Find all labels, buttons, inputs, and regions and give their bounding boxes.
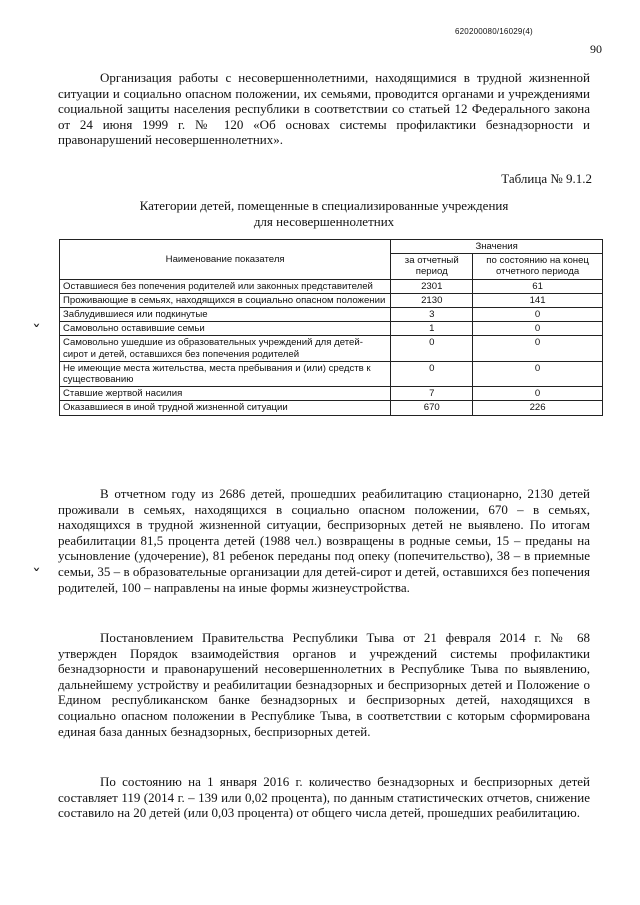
table-row xyxy=(60,322,603,336)
row-end-value: 61 xyxy=(473,279,603,293)
table-row xyxy=(60,387,603,401)
row-period-value: 7 xyxy=(391,387,473,401)
row-end-value: 0 xyxy=(473,387,603,401)
header-reporting-period: за отчетный период xyxy=(391,254,473,279)
row-period-value: 2301 xyxy=(391,279,473,293)
table-row xyxy=(60,336,603,361)
row-name: Не имеющие места жительства, места пребывания и (или) средств к существованию xyxy=(60,361,391,386)
table-row xyxy=(60,401,603,415)
paragraph-rehabilitation: В отчетном году из 2686 детей, прошедших реабилитацию стационарно, 2130 детей проживали в семьях, находящихся в социально опасном положении, 670 – в семьях, находящихся в трудной жизненной ситуации, беспризорных детей не выявлено. По итогам реабилитации 81,5 процента детей (1988 чел.) возвращены в родные семьи, 15 – преданы на усыновление (удочерение), 81 ребенок переданы под опеку (попечительство), 38 – в приемные семьи, 35 – в образовательные организации для детей-сирот и детей, оставшихся без попечения родителей, 100 – направлены на иные формы жизнеустройства. xyxy=(58,486,590,595)
row-name: Заблудившиеся или подкинутые xyxy=(60,308,391,322)
table-row xyxy=(60,279,603,293)
table-row xyxy=(60,293,603,307)
row-period-value: 0 xyxy=(391,336,473,361)
paragraph-resolution: Постановлением Правительства Республики Тыва от 21 февраля 2014 г. № 68 утвержден Порядок взаимодействия органов и учреждений системы профилактики безнадзорности и правонарушений несовершеннолетних в Республике Тыва по выявлению, дальнейшему устройству и реабилитации безнадзорных и беспризорных детей и Положение о Едином республиканском банке безнадзорных и беспризорных детей, находящихся в социально опасном положении в Республике Тыва, в соответствии с которым сформирована единая база данных безнадзорных, беспризорных детей. xyxy=(58,630,590,739)
table-caption: Таблица № 9.1.2 xyxy=(501,171,592,186)
table-title xyxy=(58,198,590,229)
table-title-line2: для несовершеннолетних xyxy=(253,213,395,229)
row-name: Ставшие жертвой насилия xyxy=(60,387,391,401)
row-period-value: 3 xyxy=(391,308,473,322)
categories-table xyxy=(59,239,603,416)
row-end-value: 141 xyxy=(473,293,603,307)
row-end-value: 0 xyxy=(473,361,603,386)
table-row xyxy=(60,361,603,386)
row-period-value: 2130 xyxy=(391,293,473,307)
paragraph-statistics: По состоянию на 1 января 2016 г. количество безнадзорных и беспризорных детей составляет 119 (2014 г. – 139 или 0,02 процента), по данным статистических отчетов, снижение составило на 20 детей (или 0,03 процента) от общего числа детей, прошедших реабилитацию. xyxy=(58,774,590,821)
row-name: Оказавшиеся в иной трудной жизненной ситуации xyxy=(60,401,391,415)
row-name: Проживающие в семьях, находящихся в социально опасном положении xyxy=(60,293,391,307)
margin-check-mark: ˇ xyxy=(32,322,41,343)
document-id: 620200080/16029(4) xyxy=(455,27,533,36)
row-end-value: 226 xyxy=(473,401,603,415)
table-row xyxy=(60,308,603,322)
row-name: Самовольно оставившие семьи xyxy=(60,322,391,336)
header-values: Значения xyxy=(391,240,603,254)
row-period-value: 1 xyxy=(391,322,473,336)
page-number: 90 xyxy=(590,42,602,56)
row-end-value: 0 xyxy=(473,308,603,322)
row-name: Самовольно ушедшие из образовательных учреждений для детей-сирот и детей, оставшихся без попечения родителей xyxy=(60,336,391,361)
row-end-value: 0 xyxy=(473,322,603,336)
row-end-value: 0 xyxy=(473,336,603,361)
intro-paragraph: Организация работы с несовершеннолетними, находящимися в трудной жизненной ситуации и социально опасном положении, их семьями, проводится органами и учреждениями социальной защиты населения республики в соответствии со статьей 12 Федерального закона от 24 июня 1999 г. № 120 «Об основах системы профилактики безнадзорности и правонарушений несовершеннолетних». xyxy=(58,70,590,148)
margin-check-mark: ˇ xyxy=(32,566,41,587)
header-end-of-period: по состоянию на конец отчетного периода xyxy=(473,254,603,279)
row-period-value: 670 xyxy=(391,401,473,415)
row-name: Оставшиеся без попечения родителей или законных представителей xyxy=(60,279,391,293)
header-indicator-name: Наименование показателя xyxy=(60,240,391,280)
row-period-value: 0 xyxy=(391,361,473,386)
table-title-line1: Категории детей, помещенные в специализированные учреждения xyxy=(139,198,509,213)
